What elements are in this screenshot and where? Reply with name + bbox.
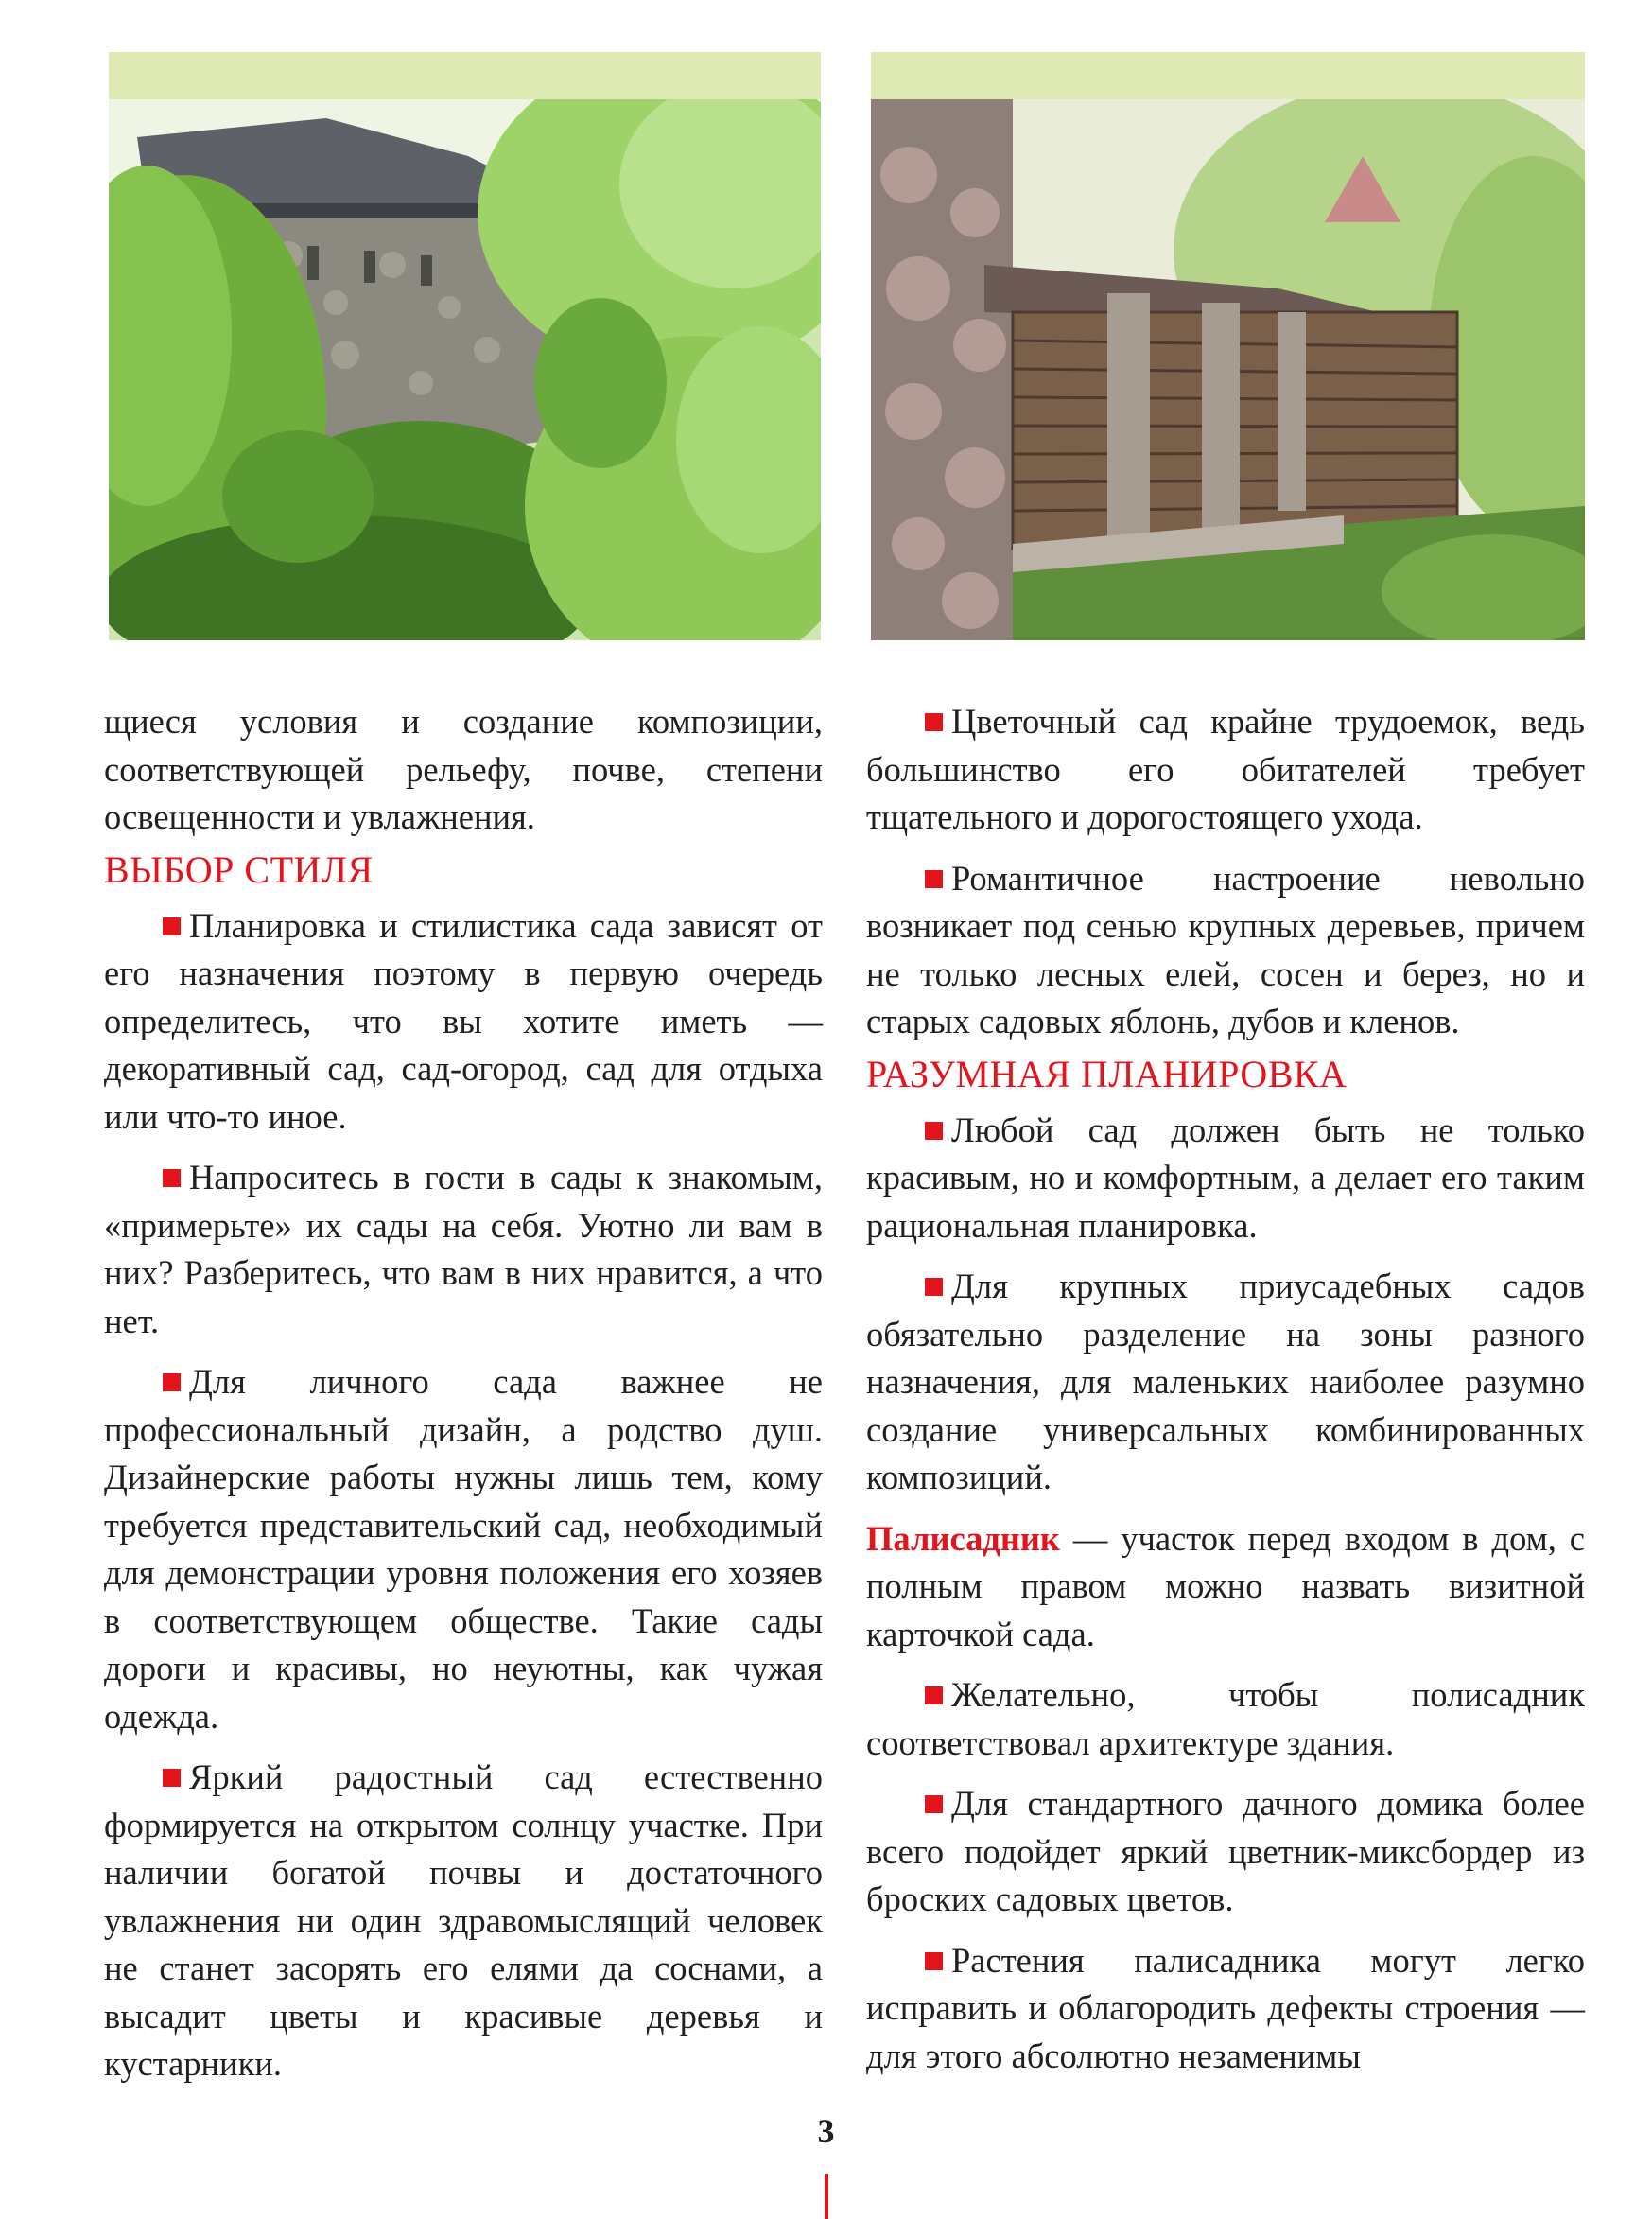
bullet-paragraph: Планировка и стилистика сада зависят от его назначения поэтому в первую очередь определитесь, что вы хотите иметь — декоративный сад, сад-огород, сад для отдыха или что-то иное.	[104, 905, 823, 1136]
photo-log-fence	[871, 52, 1585, 640]
bullet-square-icon	[925, 1686, 943, 1704]
bullet-square-icon	[163, 1769, 181, 1787]
section-heading-style: ВЫБОР СТИЛЯ	[104, 847, 374, 891]
right-column	[866, 698, 1585, 2093]
photo-header-band	[109, 52, 821, 99]
bullet-paragraph: Любой сад должен быть не только красивым, но и комфортным, а делает его таким рациональная планировка.	[866, 1110, 1585, 1245]
photo-stone-house-garden	[109, 52, 821, 640]
page-number: 3	[817, 2112, 835, 2150]
left-column	[104, 698, 823, 2102]
section-heading-planning: РАЗУМНАЯ ПЛАНИРОВКА	[866, 1052, 1348, 1095]
bullet-paragraph: Желательно, чтобы полисадник соответствовал архитектуре здания.	[866, 1675, 1585, 1762]
bullet-square-icon	[925, 1278, 943, 1296]
log-fence-image	[871, 99, 1585, 640]
bullet-square-icon	[925, 1952, 943, 1970]
bullet-paragraph: Для личного сада важнее не профессиональный дизайн, а родство душ. Дизайнерские работы нужны лишь тем, кому требуется представительский сад, необходимый для демонстрации уровня положения его хозяев в соответствующем обществе. Такие сады дороги и красивы, но неуютны, как чужая одежда.	[104, 1362, 823, 1736]
bullet-square-icon	[925, 713, 943, 731]
bullet-paragraph: Яркий радостный сад естественно формируется на открытом солнцу участке. При наличии богатой почвы и достаточного увлажнения ни один здравомыслящий человек не станет засорять его елями да соснами, а высадит цветы и красивые деревья и кустарники.	[104, 1757, 823, 2083]
bullet-paragraph: Романтичное настроение невольно возникает под сенью крупных деревьев, причем не только лесных елей, сосен и берез, но и старых садовых яблонь, дубов и кленов.	[866, 858, 1585, 1040]
bullet-square-icon	[925, 1795, 943, 1813]
bullet-paragraph: Для крупных приусадебных садов обязательно разделение на зоны разного назначения, для маленьких наиболее разумно создание универсальных комбинированных композиций.	[866, 1267, 1585, 1496]
photo-header-band	[871, 52, 1585, 99]
bullet-square-icon	[925, 1122, 943, 1140]
definition-paragraph: Палисадник — участок перед входом в дом, с полным правом можно назвать визитной карточкой сада.	[866, 1518, 1585, 1653]
bullet-square-icon	[163, 917, 181, 935]
bullet-paragraph: Растения палисадника могут легко исправить и облагородить дефекты строения — для этого абсолютно незаменимы	[866, 1940, 1585, 2075]
bullet-paragraph: Для стандартного дачного домика более всего подойдет яркий цветник-миксбордер из броских садовых цветов.	[866, 1784, 1585, 1918]
bullet-paragraph: Цветочный сад крайне трудоемок, ведь большинство его обитателей требует тщательного и дорогостоящего ухода.	[866, 702, 1585, 836]
bullet-paragraph: Напроситесь в гости в сады к знакомым, «примерьте» их сады на себя. Уютно ли вам в них? Разберитесь, что вам в них нравится, а что нет.	[104, 1158, 823, 1340]
bullet-square-icon	[925, 870, 943, 888]
bullet-square-icon	[163, 1169, 181, 1187]
intro-paragraph: щиеся условия и создание композиции, соответствующей рельефу, почве, степени освещенности и увлажнения.	[104, 702, 823, 836]
definition-term: Палисадник	[866, 1518, 1060, 1558]
stone-house-garden-image	[109, 99, 821, 640]
bullet-square-icon	[163, 1373, 181, 1391]
page-marker-line	[825, 2174, 828, 2219]
